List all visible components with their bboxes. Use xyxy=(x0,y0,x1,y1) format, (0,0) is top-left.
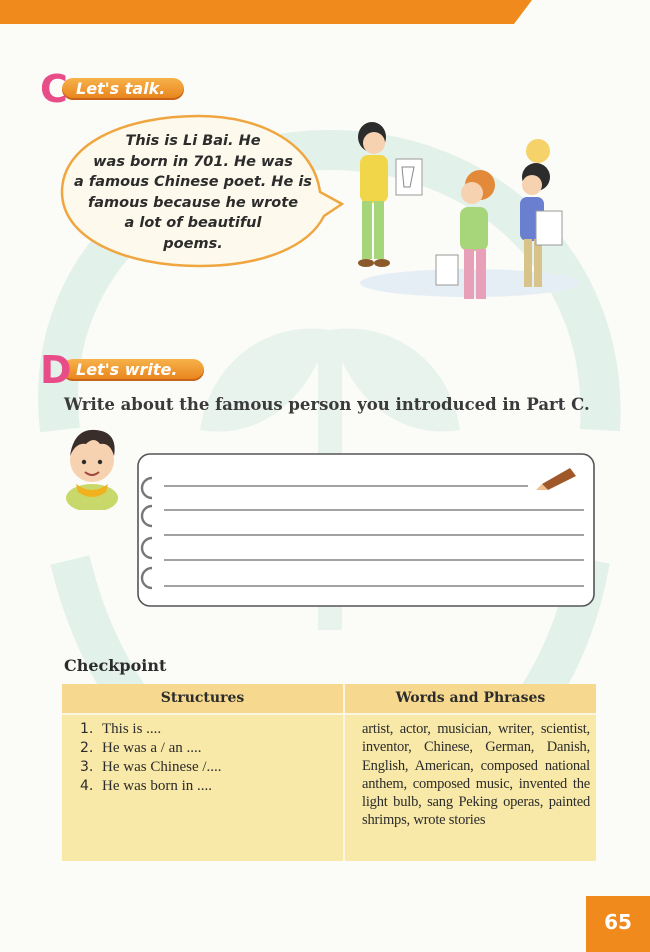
list-item xyxy=(80,720,222,739)
item-number: 4. xyxy=(80,778,94,794)
item-text: This is .... xyxy=(102,721,162,737)
bubble-line: a famous Chinese poet. He is xyxy=(74,174,312,190)
header-divider xyxy=(62,713,596,715)
writing-notepad xyxy=(118,450,598,612)
boys-listeners xyxy=(520,139,562,287)
header-words: Words and Phrases xyxy=(395,690,546,706)
item-text: He was a / an .... xyxy=(102,740,202,756)
item-text: He was Chinese /.... xyxy=(102,759,222,775)
bubble-line: This is Li Bai. He xyxy=(125,133,261,149)
item-number: 3. xyxy=(80,759,94,775)
item-number: 1. xyxy=(80,721,94,737)
section-c-title: Let's talk. xyxy=(76,79,166,98)
bubble-line: was born in 701. He was xyxy=(93,153,293,170)
boy-avatar xyxy=(60,418,124,510)
bubble-text xyxy=(68,131,318,254)
checkpoint-table xyxy=(62,684,596,861)
girl-presenter xyxy=(358,122,422,267)
section-d-letter: D xyxy=(40,348,72,392)
table-header xyxy=(62,684,596,713)
list-item xyxy=(80,758,222,777)
section-c-header xyxy=(40,67,190,111)
bubble-line: poems. xyxy=(163,235,223,252)
page-number: 65 xyxy=(604,910,632,934)
write-instruction: Write about the famous person you introduced in Part C. xyxy=(64,395,590,414)
bubble-line: famous because he wrote xyxy=(87,194,299,211)
list-item xyxy=(80,777,222,796)
list-item xyxy=(80,739,222,758)
item-number: 2. xyxy=(80,740,94,756)
children-illustration xyxy=(340,115,580,325)
page-number-badge xyxy=(586,896,650,952)
item-text: He was born in .... xyxy=(102,778,212,794)
section-c-letter: C xyxy=(40,67,68,111)
column-divider xyxy=(343,684,345,861)
words-and-phrases: artist, actor, musician, writer, scientist, inventor, Chinese, German, Danish, English, American, composed national anthem, composed music, invented the light bulb, sang Peking operas, painted shrimps, wrote stories xyxy=(362,721,590,829)
bubble-line: a lot of beautiful xyxy=(124,215,262,231)
section-d-title: Let's write. xyxy=(76,360,178,379)
section-d-header xyxy=(40,348,210,392)
structures-list xyxy=(80,720,222,796)
header-structures: Structures xyxy=(160,690,245,706)
checkpoint-title: Checkpoint xyxy=(64,656,167,675)
